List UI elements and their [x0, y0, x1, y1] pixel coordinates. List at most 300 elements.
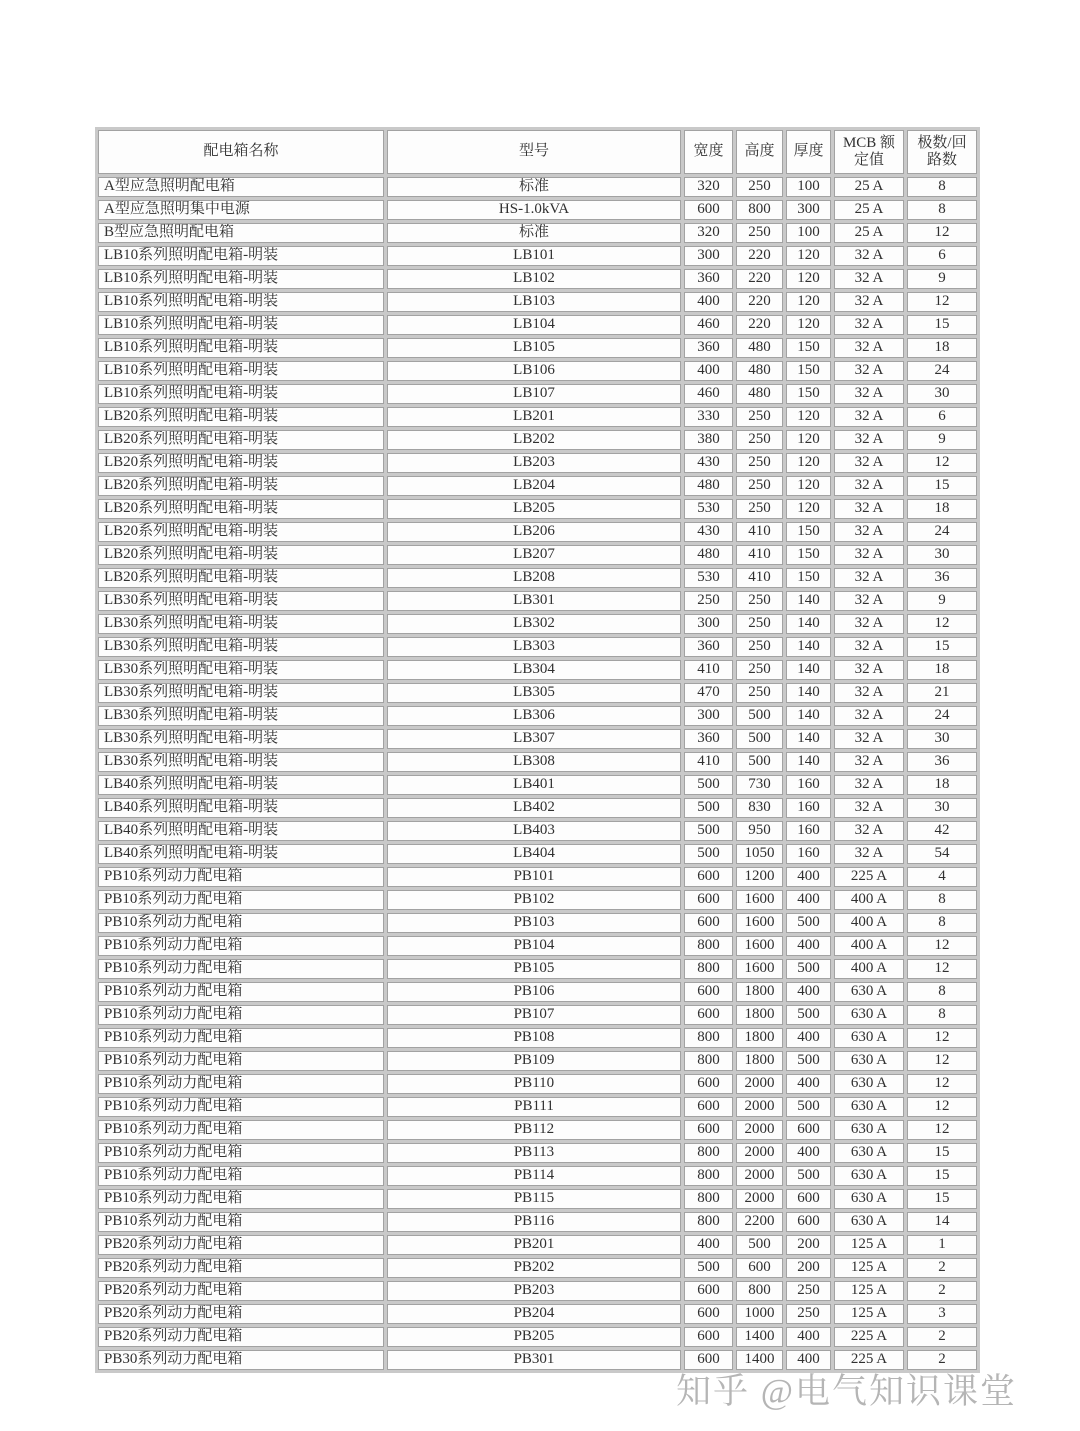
- column-header-width: 宽度: [684, 130, 733, 174]
- table-row: [98, 407, 977, 427]
- cell-name: LB30系列照明配电箱-明装: [98, 637, 384, 657]
- cell-width: 430: [684, 522, 733, 542]
- cell-model: LB201: [387, 407, 681, 427]
- cell-width: 360: [684, 269, 733, 289]
- cell-name: B型应急照明配电箱: [98, 223, 384, 243]
- cell-height: 1600: [736, 913, 783, 933]
- cell-mcb_rating: 630 A: [834, 1143, 904, 1163]
- cell-name: PB10系列动力配电箱: [98, 1120, 384, 1140]
- cell-mcb_rating: 225 A: [834, 867, 904, 887]
- cell-width: 300: [684, 614, 733, 634]
- cell-poles_circuits: 6: [907, 246, 977, 266]
- table-row: [98, 499, 977, 519]
- cell-height: 250: [736, 177, 783, 197]
- table-row: [98, 1120, 977, 1140]
- cell-mcb_rating: 400 A: [834, 959, 904, 979]
- table-row: [98, 384, 977, 404]
- cell-model: LB304: [387, 660, 681, 680]
- cell-model: LB305: [387, 683, 681, 703]
- cell-poles_circuits: 30: [907, 729, 977, 749]
- column-header-poles_circuits: 极数/回路数: [907, 130, 977, 174]
- table-row: [98, 1005, 977, 1025]
- cell-width: 500: [684, 775, 733, 795]
- column-header-mcb_rating: MCB 额定值: [834, 130, 904, 174]
- cell-mcb_rating: 32 A: [834, 683, 904, 703]
- cell-poles_circuits: 12: [907, 936, 977, 956]
- cell-depth: 150: [786, 545, 831, 565]
- cell-height: 1800: [736, 1005, 783, 1025]
- cell-height: 730: [736, 775, 783, 795]
- cell-model: PB110: [387, 1074, 681, 1094]
- cell-name: LB10系列照明配电箱-明装: [98, 338, 384, 358]
- cell-mcb_rating: 32 A: [834, 844, 904, 864]
- table-row: [98, 752, 977, 772]
- cell-model: LB107: [387, 384, 681, 404]
- table-row: [98, 246, 977, 266]
- cell-depth: 120: [786, 246, 831, 266]
- cell-poles_circuits: 18: [907, 499, 977, 519]
- cell-width: 360: [684, 338, 733, 358]
- table-row: [98, 890, 977, 910]
- cell-mcb_rating: 630 A: [834, 1212, 904, 1232]
- cell-height: 1050: [736, 844, 783, 864]
- cell-width: 800: [684, 1166, 733, 1186]
- cell-name: LB10系列照明配电箱-明装: [98, 269, 384, 289]
- cell-poles_circuits: 15: [907, 1166, 977, 1186]
- cell-poles_circuits: 8: [907, 890, 977, 910]
- cell-depth: 150: [786, 338, 831, 358]
- cell-width: 360: [684, 637, 733, 657]
- cell-poles_circuits: 21: [907, 683, 977, 703]
- cell-width: 600: [684, 1281, 733, 1301]
- cell-poles_circuits: 15: [907, 476, 977, 496]
- table-row: [98, 315, 977, 335]
- cell-height: 500: [736, 1235, 783, 1255]
- cell-model: PB113: [387, 1143, 681, 1163]
- cell-poles_circuits: 18: [907, 775, 977, 795]
- cell-depth: 140: [786, 729, 831, 749]
- cell-mcb_rating: 32 A: [834, 614, 904, 634]
- column-header-depth: 厚度: [786, 130, 831, 174]
- cell-height: 2000: [736, 1074, 783, 1094]
- cell-width: 600: [684, 1327, 733, 1347]
- cell-height: 220: [736, 246, 783, 266]
- cell-depth: 100: [786, 223, 831, 243]
- cell-depth: 120: [786, 269, 831, 289]
- cell-mcb_rating: 32 A: [834, 361, 904, 381]
- cell-mcb_rating: 630 A: [834, 1166, 904, 1186]
- table-row: [98, 683, 977, 703]
- cell-height: 2000: [736, 1143, 783, 1163]
- table-row: [98, 1097, 977, 1117]
- table-row: [98, 591, 977, 611]
- cell-name: PB10系列动力配电箱: [98, 1143, 384, 1163]
- cell-mcb_rating: 630 A: [834, 1097, 904, 1117]
- cell-depth: 160: [786, 775, 831, 795]
- table-row: [98, 1189, 977, 1209]
- cell-height: 2200: [736, 1212, 783, 1232]
- table-row: [98, 821, 977, 841]
- cell-mcb_rating: 32 A: [834, 591, 904, 611]
- cell-poles_circuits: 9: [907, 430, 977, 450]
- table-row: [98, 545, 977, 565]
- cell-mcb_rating: 125 A: [834, 1235, 904, 1255]
- cell-depth: 400: [786, 936, 831, 956]
- cell-mcb_rating: 400 A: [834, 913, 904, 933]
- cell-model: LB208: [387, 568, 681, 588]
- cell-name: PB30系列动力配电箱: [98, 1350, 384, 1370]
- cell-height: 2000: [736, 1120, 783, 1140]
- cell-width: 500: [684, 1258, 733, 1278]
- table-row: [98, 1281, 977, 1301]
- cell-height: 250: [736, 407, 783, 427]
- cell-poles_circuits: 30: [907, 545, 977, 565]
- cell-mcb_rating: 32 A: [834, 384, 904, 404]
- cell-width: 800: [684, 1143, 733, 1163]
- table-row: [98, 453, 977, 473]
- cell-mcb_rating: 32 A: [834, 499, 904, 519]
- cell-model: PB108: [387, 1028, 681, 1048]
- cell-height: 1800: [736, 1028, 783, 1048]
- cell-width: 480: [684, 545, 733, 565]
- cell-width: 500: [684, 821, 733, 841]
- cell-height: 250: [736, 499, 783, 519]
- table-row: [98, 1074, 977, 1094]
- cell-poles_circuits: 8: [907, 982, 977, 1002]
- cell-height: 250: [736, 637, 783, 657]
- cell-name: PB10系列动力配电箱: [98, 867, 384, 887]
- cell-model: PB203: [387, 1281, 681, 1301]
- cell-width: 330: [684, 407, 733, 427]
- cell-model: 标准: [387, 177, 681, 197]
- table-row: [98, 1258, 977, 1278]
- cell-height: 1800: [736, 982, 783, 1002]
- cell-height: 1600: [736, 936, 783, 956]
- cell-height: 1400: [736, 1350, 783, 1370]
- cell-name: LB30系列照明配电箱-明装: [98, 660, 384, 680]
- cell-poles_circuits: 36: [907, 568, 977, 588]
- table-row: [98, 913, 977, 933]
- cell-height: 250: [736, 683, 783, 703]
- cell-mcb_rating: 32 A: [834, 775, 904, 795]
- cell-depth: 120: [786, 453, 831, 473]
- cell-width: 600: [684, 1074, 733, 1094]
- cell-depth: 250: [786, 1304, 831, 1324]
- cell-depth: 120: [786, 499, 831, 519]
- cell-mcb_rating: 25 A: [834, 223, 904, 243]
- cell-model: LB403: [387, 821, 681, 841]
- cell-height: 950: [736, 821, 783, 841]
- cell-name: LB20系列照明配电箱-明装: [98, 568, 384, 588]
- table-row: [98, 568, 977, 588]
- cell-model: LB401: [387, 775, 681, 795]
- cell-poles_circuits: 30: [907, 798, 977, 818]
- table-row: [98, 798, 977, 818]
- cell-height: 1600: [736, 959, 783, 979]
- cell-poles_circuits: 9: [907, 591, 977, 611]
- cell-name: PB10系列动力配电箱: [98, 1051, 384, 1071]
- cell-depth: 160: [786, 844, 831, 864]
- cell-mcb_rating: 32 A: [834, 568, 904, 588]
- cell-poles_circuits: 18: [907, 338, 977, 358]
- cell-model: LB103: [387, 292, 681, 312]
- cell-name: PB10系列动力配电箱: [98, 1097, 384, 1117]
- cell-model: LB306: [387, 706, 681, 726]
- cell-height: 480: [736, 384, 783, 404]
- cell-mcb_rating: 225 A: [834, 1327, 904, 1347]
- cell-mcb_rating: 32 A: [834, 660, 904, 680]
- cell-width: 400: [684, 1235, 733, 1255]
- cell-model: LB202: [387, 430, 681, 450]
- cell-poles_circuits: 3: [907, 1304, 977, 1324]
- table-row: [98, 269, 977, 289]
- cell-poles_circuits: 15: [907, 1143, 977, 1163]
- cell-width: 600: [684, 200, 733, 220]
- cell-name: PB10系列动力配电箱: [98, 936, 384, 956]
- cell-mcb_rating: 630 A: [834, 1074, 904, 1094]
- cell-poles_circuits: 12: [907, 1051, 977, 1071]
- table-row: [98, 959, 977, 979]
- table-row: [98, 522, 977, 542]
- cell-name: LB20系列照明配电箱-明装: [98, 407, 384, 427]
- table-row: [98, 936, 977, 956]
- cell-poles_circuits: 12: [907, 1028, 977, 1048]
- cell-mcb_rating: 630 A: [834, 982, 904, 1002]
- cell-depth: 150: [786, 522, 831, 542]
- cell-mcb_rating: 125 A: [834, 1304, 904, 1324]
- cell-depth: 120: [786, 407, 831, 427]
- cell-mcb_rating: 32 A: [834, 476, 904, 496]
- cell-model: LB308: [387, 752, 681, 772]
- cell-width: 800: [684, 1051, 733, 1071]
- cell-name: LB30系列照明配电箱-明装: [98, 752, 384, 772]
- cell-model: PB101: [387, 867, 681, 887]
- table-row: [98, 1143, 977, 1163]
- cell-width: 480: [684, 476, 733, 496]
- cell-name: PB20系列动力配电箱: [98, 1327, 384, 1347]
- cell-depth: 140: [786, 706, 831, 726]
- column-header-model: 型号: [387, 130, 681, 174]
- cell-mcb_rating: 32 A: [834, 430, 904, 450]
- cell-height: 800: [736, 1281, 783, 1301]
- cell-model: LB206: [387, 522, 681, 542]
- cell-height: 410: [736, 522, 783, 542]
- cell-width: 320: [684, 223, 733, 243]
- cell-width: 600: [684, 867, 733, 887]
- cell-poles_circuits: 8: [907, 177, 977, 197]
- cell-width: 500: [684, 798, 733, 818]
- table-row: [98, 660, 977, 680]
- cell-height: 250: [736, 223, 783, 243]
- cell-depth: 500: [786, 1005, 831, 1025]
- cell-model: LB302: [387, 614, 681, 634]
- table-row: [98, 200, 977, 220]
- cell-height: 500: [736, 729, 783, 749]
- cell-width: 500: [684, 844, 733, 864]
- cell-model: LB402: [387, 798, 681, 818]
- cell-name: PB20系列动力配电箱: [98, 1258, 384, 1278]
- cell-name: PB10系列动力配电箱: [98, 1212, 384, 1232]
- cell-mcb_rating: 32 A: [834, 545, 904, 565]
- cell-model: PB202: [387, 1258, 681, 1278]
- table-row: [98, 1327, 977, 1347]
- cell-poles_circuits: 2: [907, 1258, 977, 1278]
- cell-height: 1400: [736, 1327, 783, 1347]
- cell-poles_circuits: 9: [907, 269, 977, 289]
- cell-mcb_rating: 32 A: [834, 246, 904, 266]
- cell-poles_circuits: 12: [907, 223, 977, 243]
- cell-depth: 150: [786, 384, 831, 404]
- cell-model: PB109: [387, 1051, 681, 1071]
- cell-name: LB10系列照明配电箱-明装: [98, 361, 384, 381]
- cell-model: PB107: [387, 1005, 681, 1025]
- cell-mcb_rating: 630 A: [834, 1005, 904, 1025]
- cell-depth: 400: [786, 1028, 831, 1048]
- cell-mcb_rating: 32 A: [834, 729, 904, 749]
- table-row: [98, 223, 977, 243]
- cell-width: 600: [684, 1097, 733, 1117]
- cell-name: LB40系列照明配电箱-明装: [98, 798, 384, 818]
- cell-name: LB30系列照明配电箱-明装: [98, 591, 384, 611]
- cell-mcb_rating: 125 A: [834, 1258, 904, 1278]
- cell-mcb_rating: 32 A: [834, 752, 904, 772]
- cell-name: PB10系列动力配电箱: [98, 1189, 384, 1209]
- cell-width: 410: [684, 660, 733, 680]
- cell-width: 250: [684, 591, 733, 611]
- cell-width: 400: [684, 292, 733, 312]
- table-row: [98, 1212, 977, 1232]
- cell-poles_circuits: 8: [907, 913, 977, 933]
- cell-model: PB301: [387, 1350, 681, 1370]
- cell-model: LB404: [387, 844, 681, 864]
- cell-poles_circuits: 1: [907, 1235, 977, 1255]
- cell-poles_circuits: 15: [907, 315, 977, 335]
- cell-name: PB10系列动力配电箱: [98, 1074, 384, 1094]
- cell-width: 430: [684, 453, 733, 473]
- cell-height: 480: [736, 338, 783, 358]
- cell-model: HS-1.0kVA: [387, 200, 681, 220]
- table-row: [98, 338, 977, 358]
- cell-mcb_rating: 400 A: [834, 936, 904, 956]
- cell-depth: 400: [786, 1327, 831, 1347]
- cell-depth: 120: [786, 315, 831, 335]
- cell-model: PB111: [387, 1097, 681, 1117]
- cell-height: 2000: [736, 1097, 783, 1117]
- table-row: [98, 844, 977, 864]
- cell-depth: 140: [786, 660, 831, 680]
- cell-poles_circuits: 12: [907, 292, 977, 312]
- cell-depth: 500: [786, 1097, 831, 1117]
- cell-width: 410: [684, 752, 733, 772]
- cell-mcb_rating: 225 A: [834, 1350, 904, 1370]
- distribution-box-spec-table: [95, 127, 980, 1373]
- cell-name: A型应急照明配电箱: [98, 177, 384, 197]
- cell-poles_circuits: 8: [907, 1005, 977, 1025]
- table-row: [98, 1304, 977, 1324]
- cell-mcb_rating: 32 A: [834, 798, 904, 818]
- cell-height: 220: [736, 269, 783, 289]
- cell-depth: 120: [786, 430, 831, 450]
- column-header-name: 配电箱名称: [98, 130, 384, 174]
- cell-mcb_rating: 32 A: [834, 821, 904, 841]
- cell-model: LB104: [387, 315, 681, 335]
- table-row: [98, 1235, 977, 1255]
- cell-model: PB205: [387, 1327, 681, 1347]
- cell-poles_circuits: 15: [907, 1189, 977, 1209]
- cell-poles_circuits: 18: [907, 660, 977, 680]
- cell-name: PB10系列动力配电箱: [98, 1166, 384, 1186]
- cell-model: PB204: [387, 1304, 681, 1324]
- cell-name: LB30系列照明配电箱-明装: [98, 729, 384, 749]
- cell-depth: 140: [786, 683, 831, 703]
- cell-height: 1600: [736, 890, 783, 910]
- cell-depth: 600: [786, 1120, 831, 1140]
- cell-model: LB205: [387, 499, 681, 519]
- cell-name: LB20系列照明配电箱-明装: [98, 499, 384, 519]
- cell-mcb_rating: 125 A: [834, 1281, 904, 1301]
- cell-depth: 120: [786, 476, 831, 496]
- cell-name: LB40系列照明配电箱-明装: [98, 775, 384, 795]
- table-row: [98, 729, 977, 749]
- cell-height: 220: [736, 315, 783, 335]
- cell-name: LB20系列照明配电箱-明装: [98, 453, 384, 473]
- cell-mcb_rating: 400 A: [834, 890, 904, 910]
- cell-height: 500: [736, 706, 783, 726]
- table-row: [98, 476, 977, 496]
- cell-poles_circuits: 24: [907, 522, 977, 542]
- cell-model: PB102: [387, 890, 681, 910]
- cell-model: PB106: [387, 982, 681, 1002]
- cell-width: 380: [684, 430, 733, 450]
- cell-name: LB20系列照明配电箱-明装: [98, 430, 384, 450]
- cell-poles_circuits: 4: [907, 867, 977, 887]
- cell-name: PB20系列动力配电箱: [98, 1281, 384, 1301]
- cell-width: 600: [684, 913, 733, 933]
- cell-depth: 400: [786, 1074, 831, 1094]
- cell-name: LB20系列照明配电箱-明装: [98, 522, 384, 542]
- cell-depth: 600: [786, 1212, 831, 1232]
- table-row: [98, 361, 977, 381]
- cell-model: PB115: [387, 1189, 681, 1209]
- cell-poles_circuits: 15: [907, 637, 977, 657]
- cell-poles_circuits: 12: [907, 453, 977, 473]
- cell-height: 250: [736, 453, 783, 473]
- cell-model: PB112: [387, 1120, 681, 1140]
- table-row: [98, 1166, 977, 1186]
- cell-poles_circuits: 8: [907, 200, 977, 220]
- cell-poles_circuits: 2: [907, 1327, 977, 1347]
- column-header-height: 高度: [736, 130, 783, 174]
- cell-depth: 200: [786, 1258, 831, 1278]
- cell-depth: 160: [786, 798, 831, 818]
- cell-depth: 100: [786, 177, 831, 197]
- cell-poles_circuits: 6: [907, 407, 977, 427]
- cell-mcb_rating: 32 A: [834, 706, 904, 726]
- cell-mcb_rating: 32 A: [834, 453, 904, 473]
- cell-height: 500: [736, 752, 783, 772]
- cell-mcb_rating: 32 A: [834, 407, 904, 427]
- cell-depth: 140: [786, 591, 831, 611]
- cell-model: PB105: [387, 959, 681, 979]
- cell-model: PB104: [387, 936, 681, 956]
- cell-depth: 500: [786, 1051, 831, 1071]
- cell-name: LB10系列照明配电箱-明装: [98, 384, 384, 404]
- cell-width: 800: [684, 1212, 733, 1232]
- cell-depth: 400: [786, 867, 831, 887]
- cell-model: LB307: [387, 729, 681, 749]
- cell-width: 600: [684, 890, 733, 910]
- cell-depth: 300: [786, 200, 831, 220]
